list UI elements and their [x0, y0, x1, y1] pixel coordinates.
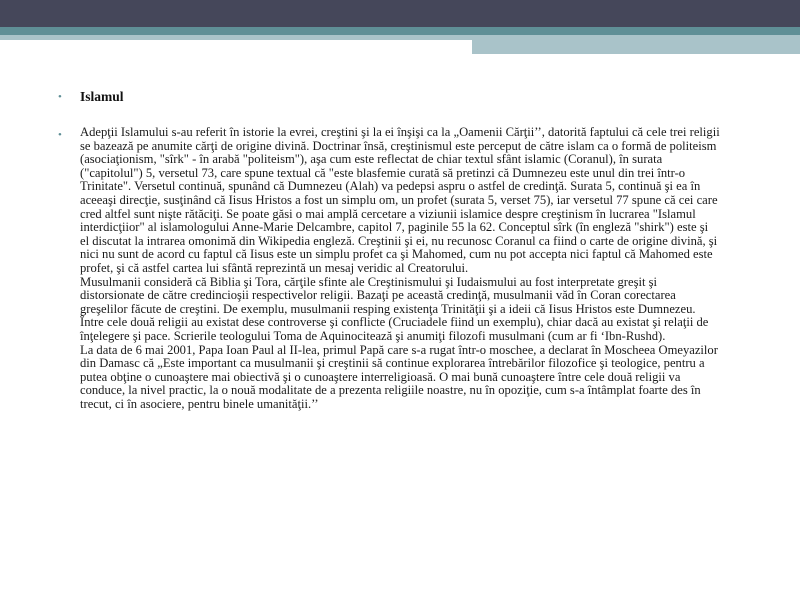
header-band-dark [0, 0, 800, 27]
header-band-teal [0, 27, 800, 35]
header-band-light-left [0, 35, 472, 40]
bullet-icon: • [58, 91, 62, 103]
bullet-body [58, 126, 720, 411]
paragraph: Între cele două religii au existat dese controverse şi conflicte (Cruciadele fiind un exemplu), chiar dacă au existat şi relaţii de înţelegere şi pace. Scrierile teologului Toma de Aquinocitează şi anumiţi filozofi musulmani (cum ar fi ‘Ibn-Rushd). [80, 315, 709, 343]
paragraph: Musulmanii consideră că Biblia şi Tora, cărţile sfinte ale Creştinismului şi Iudaismului au fost interpretate greşit şi distorsionate de către credincioşii respectivelor religii. Bazaţi pe această credinţă, musulmanii văd în Coran corectarea greşelilor făcute de creştini. De exemplu, musulmanii resping existenţa Trinităţii şi a ideii că Iisus Hristos este Dumnezeu. [80, 274, 696, 316]
bullet-heading [58, 88, 720, 106]
paragraph: Adepţii Islamului s-au referit în istorie la evrei, creştini şi la ei înşişi ca la „Oamenii Cărţii’’, datorită faptului că cele trei religii se bazează pe anumite cărţi de origine divină. Doctrinar însă, creştinismul este perceput de către islam ca o formă de politeism (asociaţionism, "sîrk" - în arabă "politeism"), aşa cum este reflectat de chiar textul sfânt islamic (Coranul), în surata ("capitolul") 5, versetul 73, care spune textual că "este blasfemie curată să pretinzi că Dumnezeu este unul din trei într-o Trinitate". Versetul continuă, spunând că Dumnezeu (Alah) va pedepsi aspru o astfel de credinţă. Surata 5, continuă şi ea în aceeaşi direcţie, susţinând că Iisus Hristos a fost un simplu om, un profet (surata 5, verset 75), iar versetul 77 spune că cei care cred altfel sunt nişte rătăciţi. Se poate găsi o mai amplă cercetare a viziunii islamice despre creştinism în lucrarea "Islamul interdicţiior" al islamologului Anne-Marie Delcambre, capitol 7, paginile 55 la 62. Conceptul sîrk (în engleză "shirk") este şi el discutat la intrarea omonimă din Wikipedia engleză. Creştinii şi ei, nu recunosc Coranul ca fiind o carte de origine divină, şi nici nu sunt de acord cu faptul că Iisus este un simplu profet ca şi Mahomed, cum nu pot accepta nici faptul că Mahomed este profet, şi că astfel cartea lui sfântă reprezintă un mesaj veridic al Creatorului. [80, 125, 720, 275]
paragraph: La data de 6 mai 2001, Papa Ioan Paul al II-lea, primul Papă care s-a rugat într-o moschee, a declarat în Moscheea Omeyazilor din Damasc că „Este important ca musulmanii şi creştinii să continue explorarea întrebărilor filozofice şi teologice, pentru a putea obţine o cunoaştere mai obiectivă şi o cunoaştere interreligioasă. O mai bună cunoaştere între cele două religii va conduce, la nivel practic, la o nouă modalitate de a prezenta religiile noastre, nu în opoziţie, cum s-a întâmplat foarte des în trecut, ci în asociere, pentru binele umanităţii.’’ [80, 342, 718, 411]
header-band-light-right [472, 35, 800, 54]
slide-heading: Islamul [80, 89, 124, 104]
slide-content [58, 88, 720, 411]
bullet-icon: • [58, 129, 62, 141]
